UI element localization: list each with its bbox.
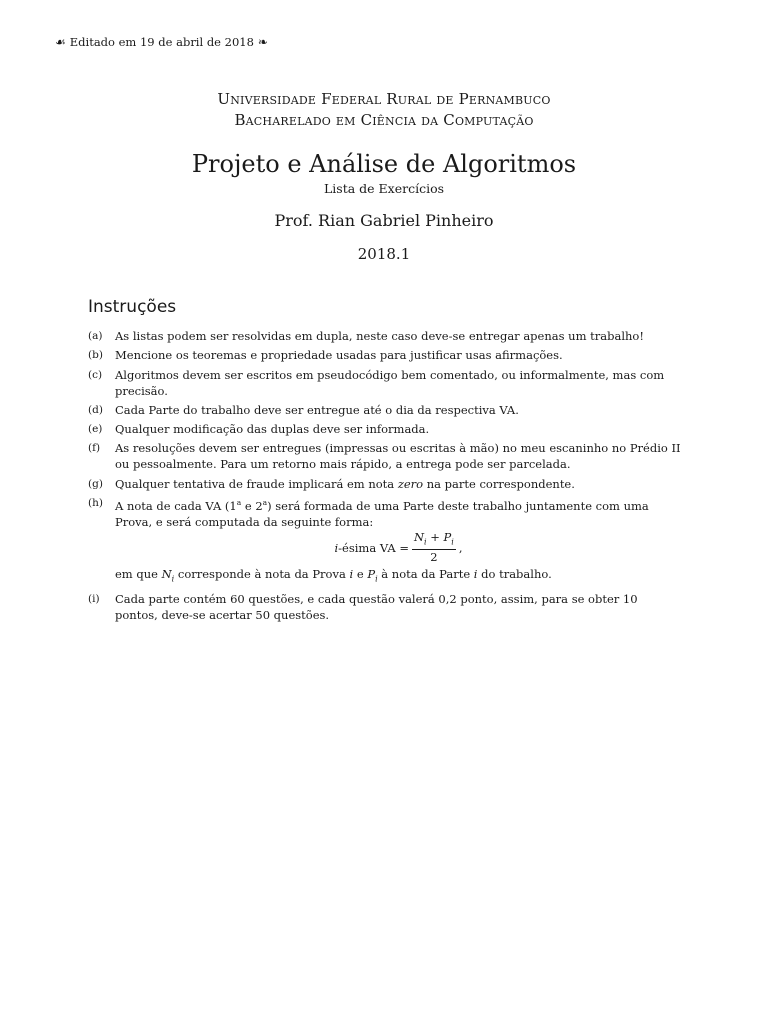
item-label: (h): [88, 497, 103, 510]
item-text: Cada parte contém 60 questões, e cada questão valerá 0,2 ponto, assim, para se obter 10 pontos, deve-se acertar 50 questões.: [115, 591, 638, 622]
list-item: [88, 495, 682, 587]
item-label: (i): [88, 592, 100, 605]
emphasis: zero: [397, 476, 424, 491]
list-item: [88, 591, 682, 623]
item-label: (e): [88, 423, 103, 436]
university-name: Universidade Federal Rural de Pernambuco: [217, 90, 551, 108]
list-item: [88, 328, 682, 344]
ornament-left-icon: ☙: [55, 35, 66, 49]
item-text: Qualquer modificação das duplas deve ser informada.: [115, 422, 430, 437]
item-text: As listas podem ser resolvidas em dupla, neste caso deve-se entregar apenas um trabalho!: [115, 329, 644, 343]
item-text: Algoritmos devem ser escritos em pseudocódigo bem comentado, ou informalmente, mas com precisão.: [115, 367, 665, 398]
edited-text: Editado em 19 de abril de 2018: [69, 35, 254, 49]
list-item: [88, 347, 682, 363]
edited-note: [55, 35, 268, 49]
item-label: (d): [88, 403, 103, 416]
item-label: (b): [88, 349, 103, 362]
section-title: Instruções: [88, 297, 177, 317]
item-label: (a): [88, 330, 103, 342]
item-text: A nota de cada VA (1$^a$ e 2$^a$) será formada de uma Parte deste trabalho juntamente com uma Prova, e será computada da seguinte forma: i-ésima VA = $\frac{N_i + P_i}{2}$ , em que $N_i$ corresponde à nota da Prova i e $P_i$ à nota da Parte i do trabalho.: [115, 495, 682, 587]
document-title: Projeto e Análise de Algoritmos: [191, 150, 577, 178]
item-text: Mencione os teoremas e propriedade usadas para justificar usas afirmações.: [115, 348, 563, 363]
list-item: [88, 402, 682, 418]
instructions-list: [88, 328, 682, 626]
item-label: (f): [88, 442, 101, 455]
list-item: [88, 476, 682, 492]
grade-formula: i-ésima VA = $\frac{N_i + P_i}{2}$ ,: [334, 529, 463, 565]
course-name: Bacharelado em Ciência da Computação: [234, 111, 534, 129]
item-text: Qualquer tentativa de fraude implicará em nota zero na parte correspondente.: [115, 476, 575, 491]
item-label: (c): [88, 368, 103, 381]
item-text: As resoluções devem ser entregues (impressas ou escritas à mão) no meu escaninho no Prédio II ou pessoalmente. Para um retorno mais rápido, a entrega pode ser parcelada.: [115, 441, 681, 472]
item-text: Cada Parte do trabalho deve ser entregue até o dia da respectiva VA.: [115, 402, 519, 417]
formula-fraction: $\frac{N_i + P_i}{2}$: [413, 529, 454, 565]
ornament-right-icon: ❧: [257, 35, 268, 49]
item-label: (g): [88, 477, 103, 490]
document-subtitle: Lista de Exercícios: [323, 181, 445, 196]
semester: 2018.1: [357, 245, 411, 263]
list-item: [88, 440, 682, 472]
institution-block: [0, 89, 768, 131]
list-item: [88, 367, 682, 399]
professor-name: Prof. Rian Gabriel Pinheiro: [274, 211, 494, 230]
list-item: [88, 421, 682, 437]
